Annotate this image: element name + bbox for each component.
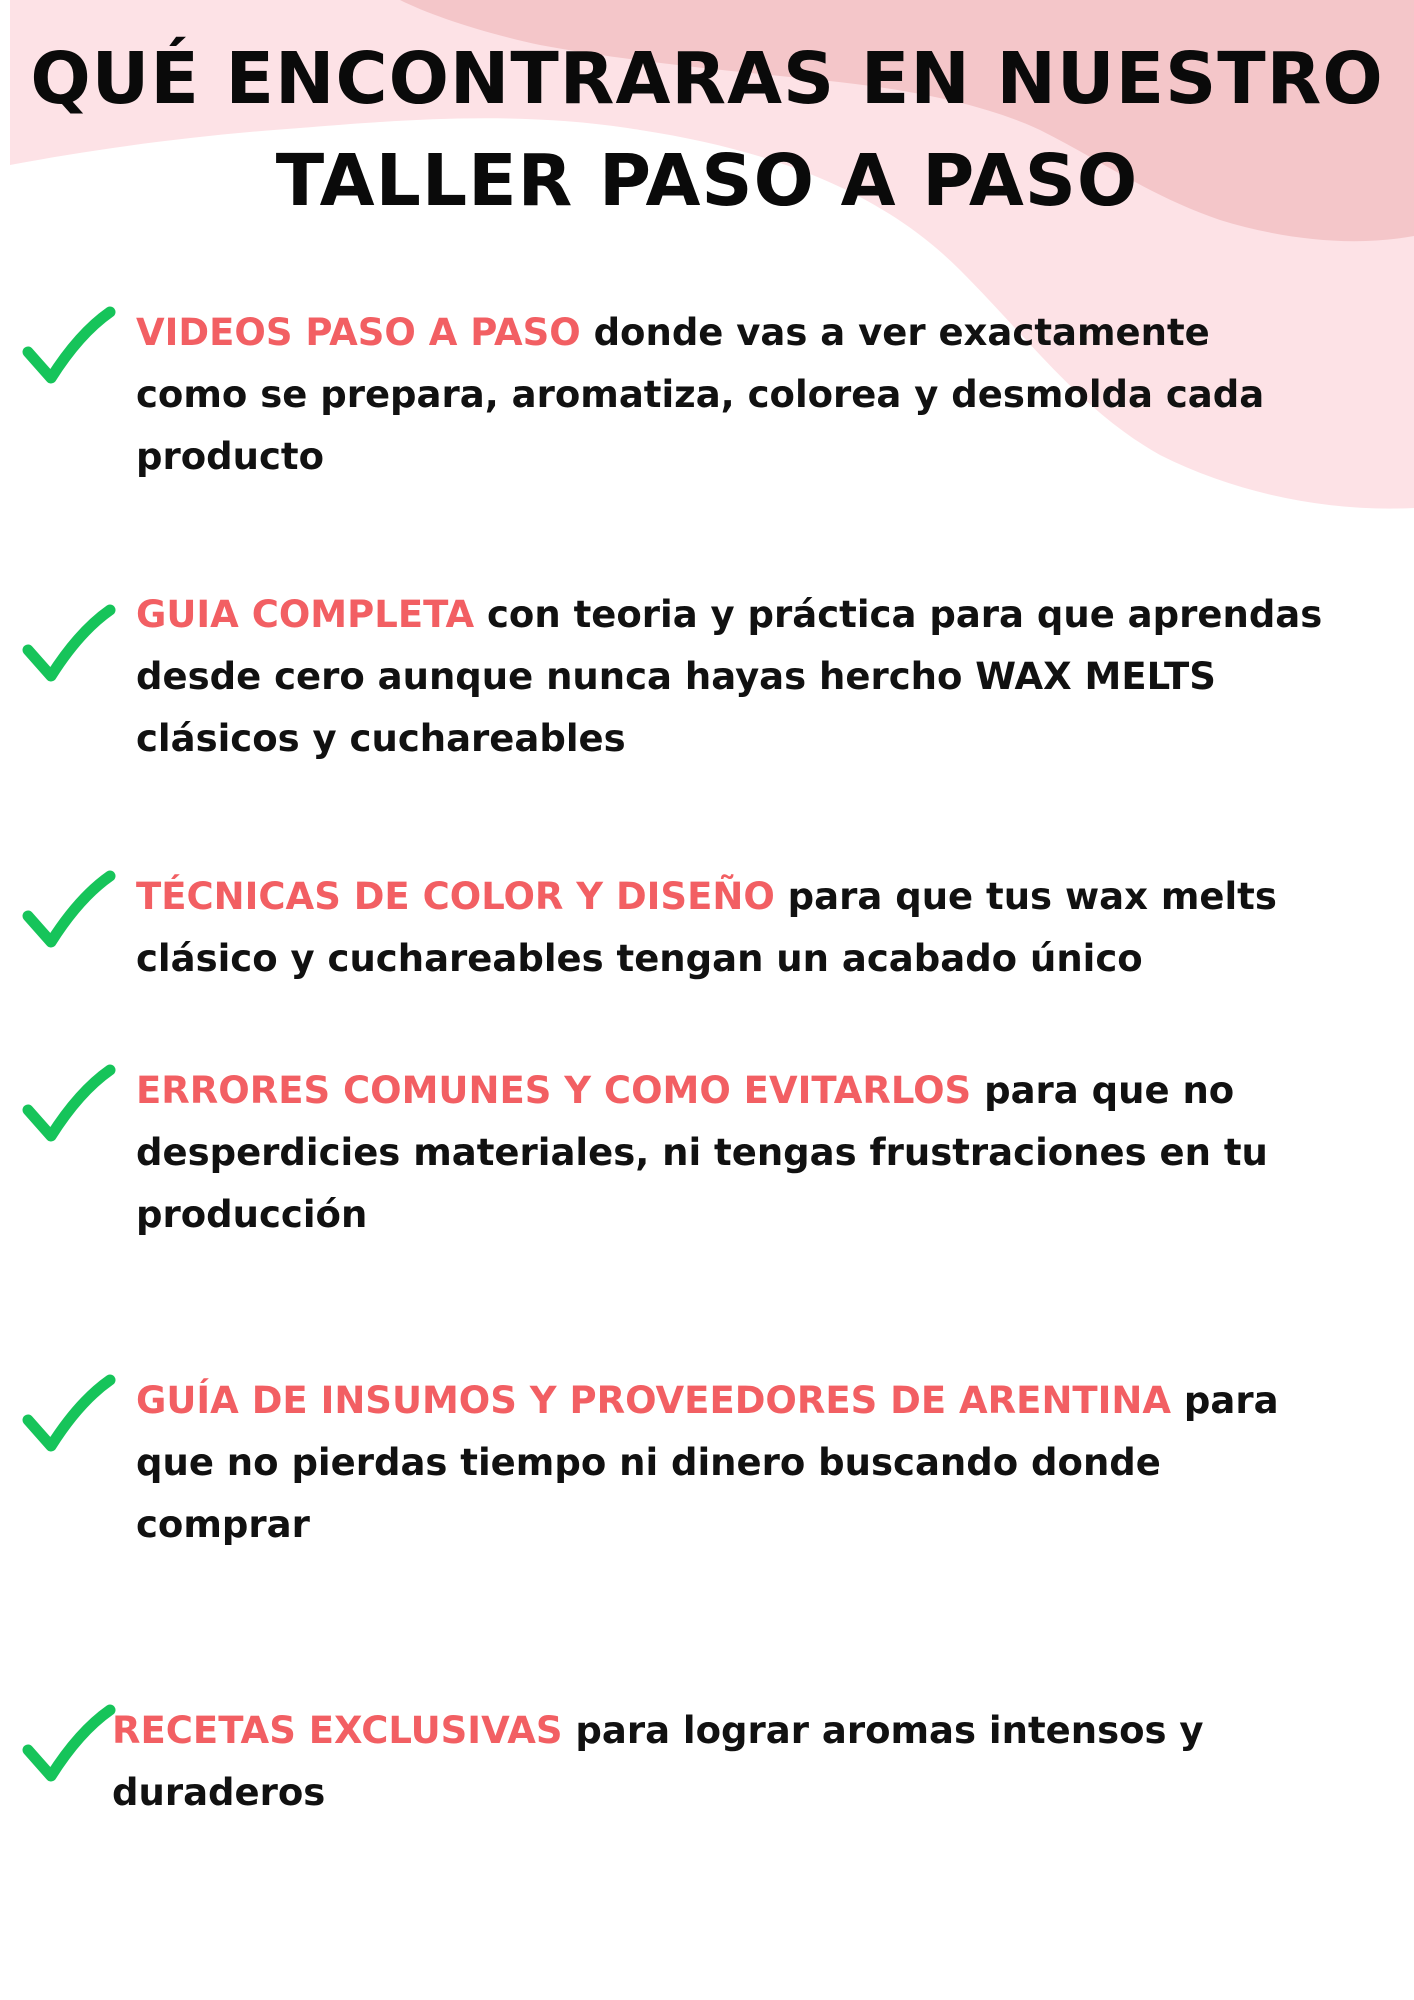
- check-icon: [20, 604, 116, 686]
- list-item-errores: [136, 1060, 1326, 1246]
- item-highlight: GUÍA DE INSUMOS Y PROVEEDORES DE ARENTINA: [136, 1379, 1172, 1422]
- item-highlight: VIDEOS PASO A PASO: [136, 311, 581, 354]
- list-item-recetas: [112, 1700, 1302, 1824]
- list-item-guia-completa: [136, 584, 1326, 770]
- check-icon: [20, 1704, 116, 1786]
- check-icon: [20, 1064, 116, 1146]
- list-item-guia-insumos: [136, 1370, 1326, 1556]
- item-highlight: GUIA COMPLETA: [136, 593, 475, 636]
- item-text: para que tus wax melts clásico y cuchareables tengan un acabado único: [136, 875, 1277, 980]
- item-text: para que no pierdas tiempo ni dinero buscando donde comprar: [136, 1379, 1279, 1546]
- item-text: donde vas a ver exactamente como se prepara, aromatiza, colorea y desmolda cada producto: [136, 311, 1265, 478]
- check-icon: [20, 1374, 116, 1456]
- item-highlight: ERRORES COMUNES Y COMO EVITARLOS: [136, 1069, 972, 1112]
- item-text: para que no desperdicies materiales, ni tengas frustraciones en tu producción: [136, 1069, 1268, 1236]
- item-highlight: TÉCNICAS DE COLOR Y DISEÑO: [136, 875, 775, 918]
- list-item-tecnicas: [136, 866, 1326, 990]
- title-line-1: QUÉ ENCONTRARAS EN NUESTRO: [30, 37, 1384, 120]
- page-title: [0, 28, 1414, 232]
- check-icon: [20, 870, 116, 952]
- item-text: para lograr aromas intensos y duraderos: [112, 1709, 1204, 1814]
- item-text: con teoria y práctica para que aprendas desde cero aunque nunca hayas hercho WAX MELTS clásicos y cuchareables: [136, 593, 1323, 760]
- item-highlight: RECETAS EXCLUSIVAS: [112, 1709, 563, 1752]
- check-icon: [20, 306, 116, 388]
- list-item-videos: [136, 302, 1326, 488]
- title-line-2: TALLER PASO A PASO: [275, 139, 1139, 222]
